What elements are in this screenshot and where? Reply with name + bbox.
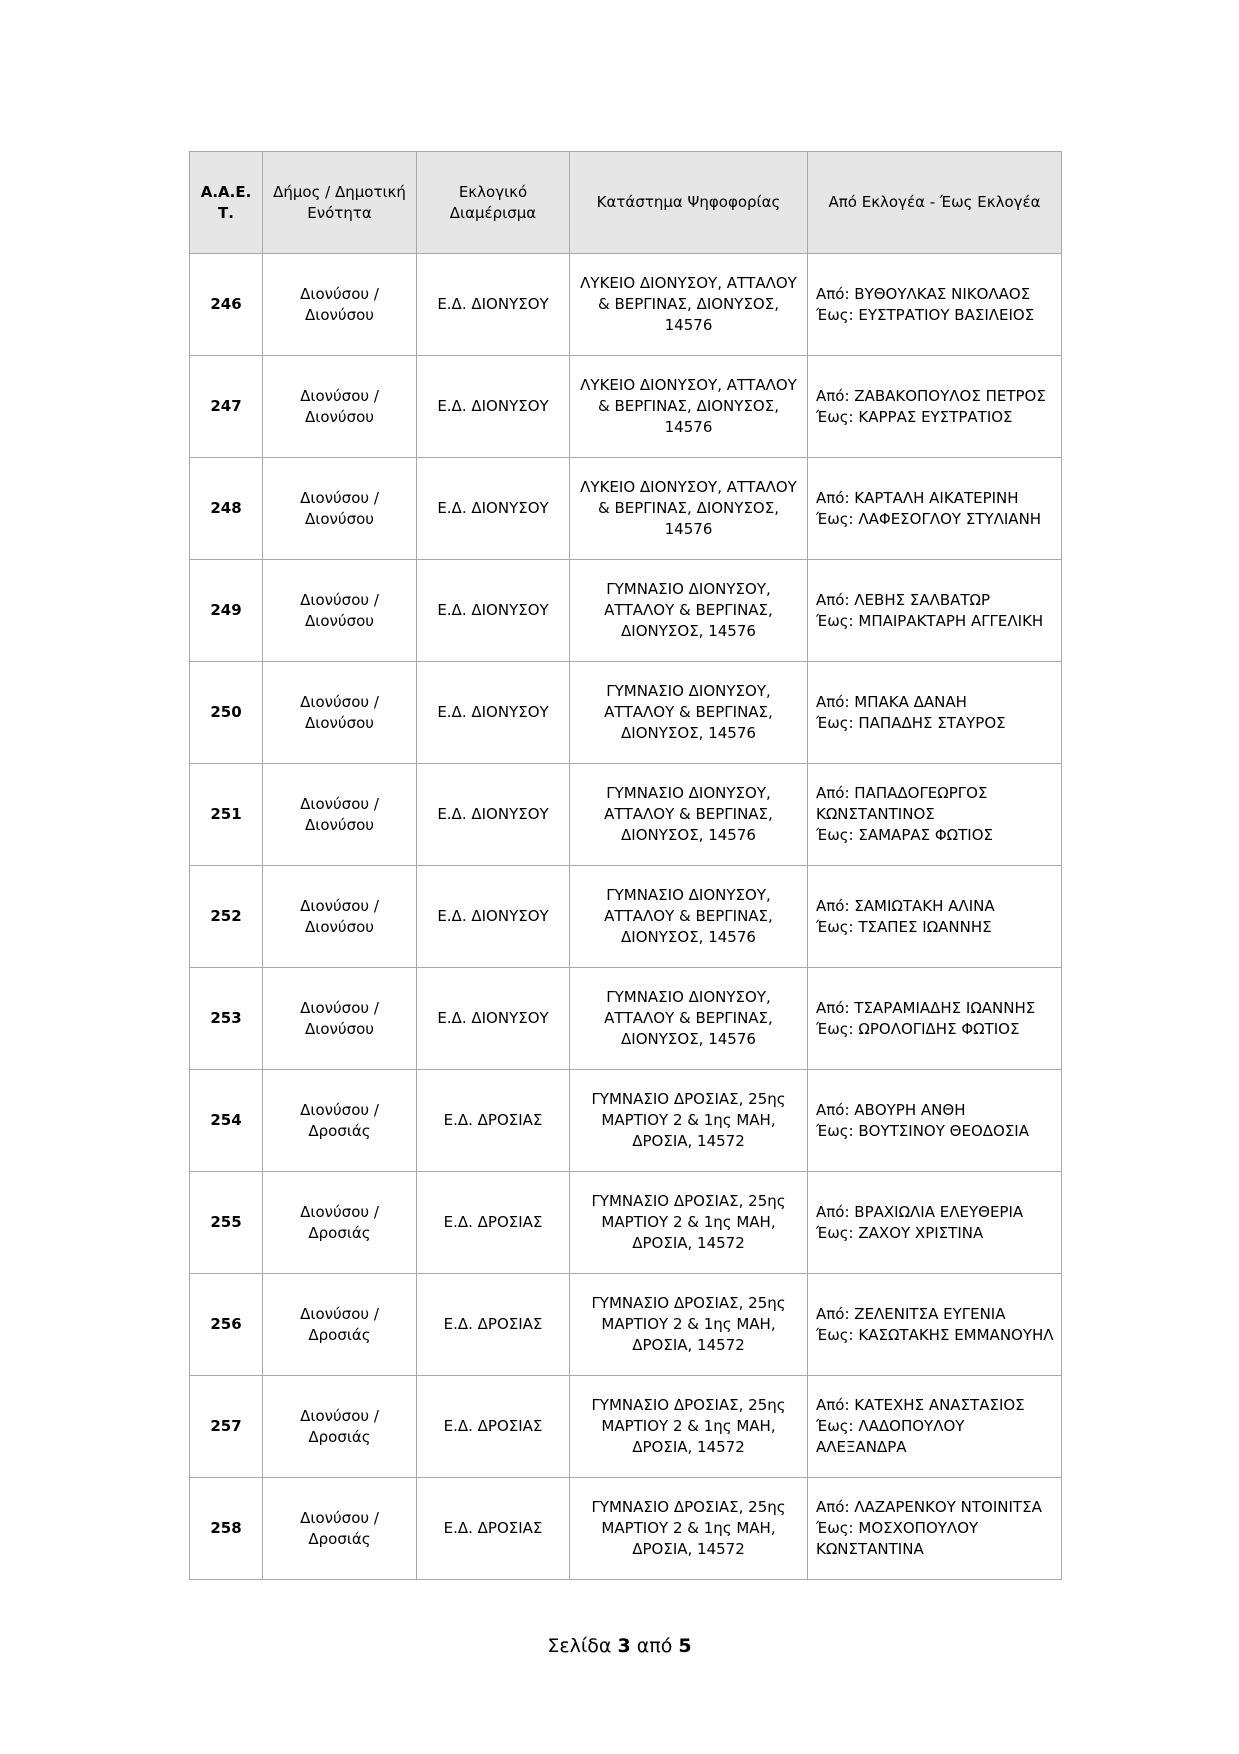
page-label: Σελίδα — [547, 1635, 612, 1657]
cell-range — [808, 1478, 1062, 1580]
range-to: Έως: ΕΥΣΤΡΑΤΙΟΥ ΒΑΣΙΛΕΙΟΣ — [816, 305, 1035, 324]
cell-range — [808, 764, 1062, 866]
range-from: Από: ΒΡΑΧΙΩΛΙΑ ΕΛΕΥΘΕΡΙΑ — [816, 1202, 1024, 1221]
table-row — [190, 764, 1062, 866]
cell-aaet: 250 — [190, 662, 263, 764]
cell-diamerisma: Ε.Δ. ΔΙΟΝΥΣΟΥ — [417, 764, 570, 866]
cell-diamerisma: Ε.Δ. ΔΡΟΣΙΑΣ — [417, 1376, 570, 1478]
polling-stations-table — [189, 151, 1062, 1580]
range-to: Έως: ΛΑΔΟΠΟΥΛΟΥ ΑΛΕΞΑΝΔΡΑ — [816, 1417, 965, 1456]
cell-katastima: ΓΥΜΝΑΣΙΟ ΔΡΟΣΙΑΣ, 25ης ΜΑΡΤΙΟΥ 2 & 1ης ΜΑΗ, ΔΡΟΣΙΑ, 14572 — [570, 1172, 808, 1274]
range-from: Από: ΤΣΑΡΑΜΙΑΔΗΣ ΙΩΑΝΝΗΣ — [816, 998, 1036, 1017]
cell-range — [808, 866, 1062, 968]
table-row — [190, 1172, 1062, 1274]
cell-aaet: 256 — [190, 1274, 263, 1376]
cell-dimos: Διονύσου / Διονύσου — [263, 764, 417, 866]
cell-aaet: 252 — [190, 866, 263, 968]
cell-range — [808, 560, 1062, 662]
cell-diamerisma: Ε.Δ. ΔΡΟΣΙΑΣ — [417, 1172, 570, 1274]
cell-diamerisma: Ε.Δ. ΔΙΟΝΥΣΟΥ — [417, 662, 570, 764]
table-row — [190, 662, 1062, 764]
cell-range — [808, 356, 1062, 458]
range-to: Έως: ΜΟΣΧΟΠΟΥΛΟΥ ΚΩΝΣΤΑΝΤΙΝΑ — [816, 1519, 979, 1558]
cell-katastima: ΓΥΜΝΑΣΙΟ ΔΡΟΣΙΑΣ, 25ης ΜΑΡΤΙΟΥ 2 & 1ης ΜΑΗ, ΔΡΟΣΙΑ, 14572 — [570, 1070, 808, 1172]
range-from: Από: ΑΒΟΥΡΗ ΑΝΘΗ — [816, 1100, 966, 1119]
cell-katastima: ΓΥΜΝΑΣΙΟ ΔΙΟΝΥΣΟΥ, ΑΤΤΑΛΟΥ & ΒΕΡΓΙΝΑΣ, ΔΙΟΝΥΣΟΣ, 14576 — [570, 968, 808, 1070]
range-to: Έως: ΚΑΡΡΑΣ ΕΥΣΤΡΑΤΙΟΣ — [816, 407, 1013, 426]
table-row — [190, 560, 1062, 662]
header-range: Από Εκλογέα - Έως Εκλογέα — [808, 152, 1062, 254]
range-to: Έως: ΚΑΣΩΤΑΚΗΣ ΕΜΜΑΝΟΥΗΛ — [816, 1325, 1054, 1344]
table-row — [190, 968, 1062, 1070]
cell-katastima: ΓΥΜΝΑΣΙΟ ΔΡΟΣΙΑΣ, 25ης ΜΑΡΤΙΟΥ 2 & 1ης ΜΑΗ, ΔΡΟΣΙΑ, 14572 — [570, 1376, 808, 1478]
cell-diamerisma: Ε.Δ. ΔΙΟΝΥΣΟΥ — [417, 560, 570, 662]
range-to: Έως: ΜΠΑΙΡΑΚΤΑΡΗ ΑΓΓΕΛΙΚΗ — [816, 611, 1044, 630]
range-to: Έως: ΣΑΜΑΡΑΣ ΦΩΤΙΟΣ — [816, 826, 994, 844]
cell-dimos: Διονύσου / Διονύσου — [263, 662, 417, 764]
cell-diamerisma: Ε.Δ. ΔΙΟΝΥΣΟΥ — [417, 254, 570, 356]
cell-aaet: 255 — [190, 1172, 263, 1274]
header-diamerisma: Εκλογικό Διαμέρισμα — [417, 152, 570, 254]
range-from: Από: ΖΑΒΑΚΟΠΟΥΛΟΣ ΠΕΤΡΟΣ — [816, 386, 1046, 405]
range-to: Έως: ΒΟΥΤΣΙΝΟΥ ΘΕΟΔΟΣΙΑ — [816, 1121, 1029, 1140]
cell-dimos: Διονύσου / Διονύσου — [263, 458, 417, 560]
range-to: Έως: ΩΡΟΛΟΓΙΔΗΣ ΦΩΤΙΟΣ — [816, 1019, 1020, 1038]
cell-range — [808, 1274, 1062, 1376]
header-aaet: Α.Α.Ε. Τ. — [190, 152, 263, 254]
table-row — [190, 1478, 1062, 1580]
range-from: Από: ΜΠΑΚΑ ΔΑΝΑΗ — [816, 692, 967, 711]
range-from: Από: ΚΑΡΤΑΛΗ ΑΙΚΑΤΕΡΙΝΗ — [816, 488, 1019, 507]
cell-range — [808, 1070, 1062, 1172]
total-pages: 5 — [678, 1635, 692, 1657]
range-from: Από: ΖΕΛΕΝΙΤΣΑ ΕΥΓΕΝΙΑ — [816, 1304, 1006, 1323]
cell-dimos: Διονύσου / Δροσιάς — [263, 1070, 417, 1172]
cell-aaet: 247 — [190, 356, 263, 458]
range-from: Από: ΒΥΘΟΥΛΚΑΣ ΝΙΚΟΛΑΟΣ — [816, 284, 1031, 303]
cell-dimos: Διονύσου / Διονύσου — [263, 968, 417, 1070]
header-katastima: Κατάστημα Ψηφοφορίας — [570, 152, 808, 254]
cell-range — [808, 1172, 1062, 1274]
page-separator: από — [636, 1635, 673, 1657]
range-from: Από: ΠΑΠΑΔΟΓΕΩΡΓΟΣ ΚΩΝΣΤΑΝΤΙΝΟΣ — [816, 784, 988, 823]
range-from: Από: ΣΑΜΙΩΤΑΚΗ ΑΛΙΝΑ — [816, 896, 995, 915]
range-from: Από: ΛΑΖΑΡΕΝΚΟΥ ΝΤΟΙΝΙΤΣΑ — [816, 1498, 1042, 1516]
table-row — [190, 254, 1062, 356]
cell-dimos: Διονύσου / Διονύσου — [263, 560, 417, 662]
cell-diamerisma: Ε.Δ. ΔΙΟΝΥΣΟΥ — [417, 458, 570, 560]
cell-aaet: 253 — [190, 968, 263, 1070]
table-row — [190, 866, 1062, 968]
table-row — [190, 458, 1062, 560]
cell-dimos: Διονύσου / Διονύσου — [263, 866, 417, 968]
header-dimos: Δήμος / Δημοτική Ενότητα — [263, 152, 417, 254]
cell-range — [808, 458, 1062, 560]
cell-katastima: ΓΥΜΝΑΣΙΟ ΔΙΟΝΥΣΟΥ, ΑΤΤΑΛΟΥ & ΒΕΡΓΙΝΑΣ, ΔΙΟΝΥΣΟΣ, 14576 — [570, 662, 808, 764]
cell-katastima: ΓΥΜΝΑΣΙΟ ΔΙΟΝΥΣΟΥ, ΑΤΤΑΛΟΥ & ΒΕΡΓΙΝΑΣ, ΔΙΟΝΥΣΟΣ, 14576 — [570, 866, 808, 968]
cell-dimos: Διονύσου / Δροσιάς — [263, 1274, 417, 1376]
range-from: Από: ΚΑΤΕΧΗΣ ΑΝΑΣΤΑΣΙΟΣ — [816, 1396, 1025, 1414]
cell-diamerisma: Ε.Δ. ΔΡΟΣΙΑΣ — [417, 1070, 570, 1172]
cell-diamerisma: Ε.Δ. ΔΡΟΣΙΑΣ — [417, 1274, 570, 1376]
table-row — [190, 1070, 1062, 1172]
cell-diamerisma: Ε.Δ. ΔΙΟΝΥΣΟΥ — [417, 356, 570, 458]
cell-dimos: Διονύσου / Διονύσου — [263, 254, 417, 356]
cell-dimos: Διονύσου / Διονύσου — [263, 356, 417, 458]
table-row — [190, 1274, 1062, 1376]
cell-dimos: Διονύσου / Δροσιάς — [263, 1172, 417, 1274]
cell-aaet: 257 — [190, 1376, 263, 1478]
cell-katastima: ΓΥΜΝΑΣΙΟ ΔΡΟΣΙΑΣ, 25ης ΜΑΡΤΙΟΥ 2 & 1ης ΜΑΗ, ΔΡΟΣΙΑ, 14572 — [570, 1274, 808, 1376]
cell-range — [808, 1376, 1062, 1478]
cell-katastima: ΓΥΜΝΑΣΙΟ ΔΙΟΝΥΣΟΥ, ΑΤΤΑΛΟΥ & ΒΕΡΓΙΝΑΣ, ΔΙΟΝΥΣΟΣ, 14576 — [570, 560, 808, 662]
cell-katastima: ΛΥΚΕΙΟ ΔΙΟΝΥΣΟΥ, ΑΤΤΑΛΟΥ & ΒΕΡΓΙΝΑΣ, ΔΙΟΝΥΣΟΣ, 14576 — [570, 356, 808, 458]
cell-aaet: 258 — [190, 1478, 263, 1580]
range-to: Έως: ΤΣΑΠΕΣ ΙΩΑΝΝΗΣ — [816, 917, 992, 936]
range-to: Έως: ΛΑΦΕΣΟΓΛΟΥ ΣΤΥΛΙΑΝΗ — [816, 509, 1042, 528]
cell-katastima: ΓΥΜΝΑΣΙΟ ΔΡΟΣΙΑΣ, 25ης ΜΑΡΤΙΟΥ 2 & 1ης ΜΑΗ, ΔΡΟΣΙΑ, 14572 — [570, 1478, 808, 1580]
table-header-row — [190, 152, 1062, 254]
cell-range — [808, 254, 1062, 356]
cell-aaet: 251 — [190, 764, 263, 866]
current-page: 3 — [617, 1635, 631, 1657]
table-row — [190, 1376, 1062, 1478]
cell-range — [808, 968, 1062, 1070]
cell-diamerisma: Ε.Δ. ΔΙΟΝΥΣΟΥ — [417, 968, 570, 1070]
cell-katastima: ΓΥΜΝΑΣΙΟ ΔΙΟΝΥΣΟΥ, ΑΤΤΑΛΟΥ & ΒΕΡΓΙΝΑΣ, ΔΙΟΝΥΣΟΣ, 14576 — [570, 764, 808, 866]
cell-aaet: 248 — [190, 458, 263, 560]
page-number — [0, 1635, 1239, 1657]
cell-katastima: ΛΥΚΕΙΟ ΔΙΟΝΥΣΟΥ, ΑΤΤΑΛΟΥ & ΒΕΡΓΙΝΑΣ, ΔΙΟΝΥΣΟΣ, 14576 — [570, 458, 808, 560]
cell-diamerisma: Ε.Δ. ΔΡΟΣΙΑΣ — [417, 1478, 570, 1580]
cell-dimos: Διονύσου / Δροσιάς — [263, 1376, 417, 1478]
cell-range — [808, 662, 1062, 764]
table-row — [190, 356, 1062, 458]
range-from: Από: ΛΕΒΗΣ ΣΑΛΒΑΤΩΡ — [816, 590, 991, 609]
cell-aaet: 246 — [190, 254, 263, 356]
range-to: Έως: ΖΑΧΟΥ ΧΡΙΣΤΙΝΑ — [816, 1223, 984, 1242]
cell-aaet: 254 — [190, 1070, 263, 1172]
cell-aaet: 249 — [190, 560, 263, 662]
cell-katastima: ΛΥΚΕΙΟ ΔΙΟΝΥΣΟΥ, ΑΤΤΑΛΟΥ & ΒΕΡΓΙΝΑΣ, ΔΙΟΝΥΣΟΣ, 14576 — [570, 254, 808, 356]
cell-dimos: Διονύσου / Δροσιάς — [263, 1478, 417, 1580]
range-to: Έως: ΠΑΠΑΔΗΣ ΣΤΑΥΡΟΣ — [816, 713, 1006, 732]
cell-diamerisma: Ε.Δ. ΔΙΟΝΥΣΟΥ — [417, 866, 570, 968]
